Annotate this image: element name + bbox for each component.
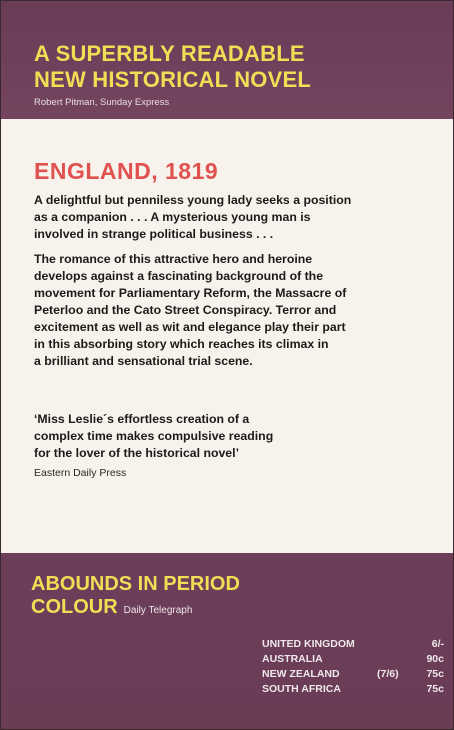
review-quote <box>34 411 273 462</box>
text-line: develops against a fascinating background of the <box>34 269 324 283</box>
text-line: movement for Parliamentary Reform, the Massacre of <box>34 286 347 300</box>
price-value: 75c <box>426 668 444 680</box>
top-headline <box>34 41 311 93</box>
text-line: involved in strange political business . . . <box>34 227 274 241</box>
bottom-headline-line2: COLOUR <box>31 596 118 618</box>
price-row <box>262 682 444 697</box>
price-country: UNITED KINGDOM <box>262 638 355 650</box>
text-line: ‘Miss Leslie´s effortless creation of a <box>34 412 250 426</box>
quote-source: Eastern Daily Press <box>34 467 127 479</box>
top-attribution: Robert Pitman, Sunday Express <box>34 97 170 108</box>
price-value: 6/- <box>431 638 444 650</box>
price-value: 90c <box>426 653 444 665</box>
price-value: 75c <box>426 683 444 695</box>
price-alt: (7/6) <box>377 668 399 680</box>
text-line: The romance of this attractive hero and heroine <box>34 252 313 266</box>
bottom-headline <box>31 573 240 622</box>
price-list <box>262 637 444 697</box>
text-line: A delightful but penniless young lady seeks a position <box>34 193 352 207</box>
blurb-paragraph-2 <box>34 251 346 370</box>
top-headline-line2: NEW HISTORICAL NOVEL <box>34 67 311 92</box>
bottom-headline-line1: ABOUNDS IN PERIOD <box>31 573 240 595</box>
bottom-attribution: Daily Telegraph <box>123 605 193 616</box>
price-row <box>262 652 444 667</box>
text-line: Peterloo and the Cato Street Conspiracy. Terror and <box>34 303 337 317</box>
text-line: excitement as well as wit and elegance play their part <box>34 320 346 334</box>
text-line: in this absorbing story which reaches its climax in <box>34 337 329 351</box>
price-country: AUSTRALIA <box>262 653 323 665</box>
top-headline-line1: A SUPERBLY READABLE <box>34 41 305 66</box>
price-country: NEW ZEALAND <box>262 668 340 680</box>
price-country: SOUTH AFRICA <box>262 683 341 695</box>
blurb-paragraph-1 <box>34 192 351 243</box>
price-row <box>262 637 444 652</box>
text-line: a brilliant and sensational trial scene. <box>34 354 253 368</box>
text-line: for the lover of the historical novel’ <box>34 446 239 460</box>
text-line: as a companion . . . A mysterious young man is <box>34 210 311 224</box>
price-row <box>262 667 444 682</box>
section-title: ENGLAND, 1819 <box>34 158 219 184</box>
text-line: complex time makes compulsive reading <box>34 429 274 443</box>
